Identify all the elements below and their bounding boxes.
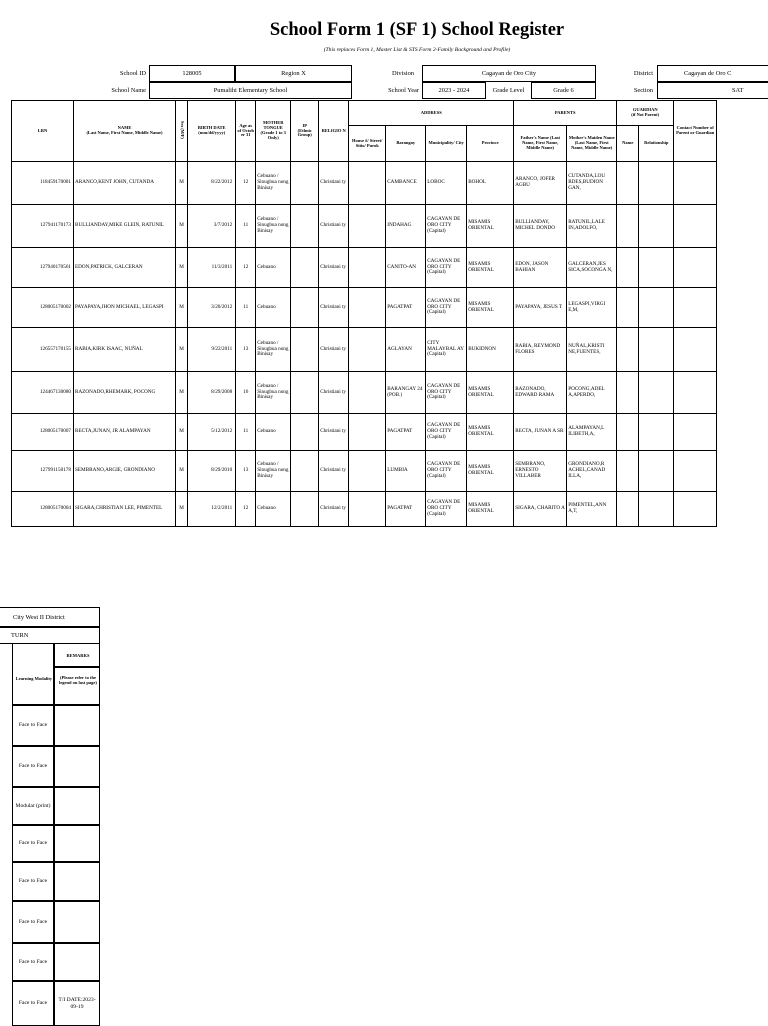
cell-father: SIGARA, CHARITO A [514, 492, 567, 527]
cell-father: RECTA, JUNAN A SR [514, 414, 567, 451]
school-year-value: 2023 - 2024 [422, 82, 486, 99]
cell-sex: M [176, 205, 188, 248]
cell-contact [674, 162, 717, 205]
table-row [12, 372, 717, 414]
remarks-sub-header [54, 667, 100, 705]
region-value: Region X [235, 65, 352, 82]
school-name-label: School Name [111, 87, 146, 94]
header-name-title: NAME [117, 125, 132, 131]
header-birth [188, 101, 236, 162]
cell-contact [674, 414, 717, 451]
cell-municipality: CAGAYAN DE ORO CITY (Capital) [426, 288, 467, 328]
cell-ip [291, 492, 319, 527]
cell-mother-tongue: Cebuano / Sinugbua nong Binisay [256, 328, 291, 372]
header-relationship: Relationship [639, 126, 674, 162]
learning-modality-cell: Face to Face [12, 981, 54, 1026]
header-ip-title: IP [302, 122, 307, 128]
cell-sex: M [176, 288, 188, 328]
remarks-cell [54, 862, 100, 901]
cell-guardian-name [617, 492, 639, 527]
cell-province: MISAMIS ORIENTAL [467, 288, 514, 328]
remarks-cell [54, 705, 100, 746]
cell-barangay: CAMBANCE [386, 162, 426, 205]
table-row [12, 248, 717, 288]
cell-guardian-name [617, 328, 639, 372]
cell-name: SIGARA,CHRISTIAN LEE, PIMENTEL [74, 492, 176, 527]
cell-religion: Christiani ty [319, 248, 349, 288]
district-value: Cagayan de Oro C [657, 65, 768, 82]
cell-relationship [639, 492, 674, 527]
remarks-cell [54, 787, 100, 825]
register-body [12, 162, 717, 527]
cell-contact [674, 451, 717, 492]
cell-religion: Christiani ty [319, 205, 349, 248]
cell-house [349, 288, 386, 328]
cell-birth: 3/7/2012 [188, 205, 236, 248]
cell-mother-tongue: Cebuano [256, 248, 291, 288]
cell-province: MISAMIS ORIENTAL [467, 372, 514, 414]
cell-father: RAZONADO, EDWARD RAMA [514, 372, 567, 414]
remarks-label: REMARKS [66, 653, 90, 658]
cell-sex: M [176, 162, 188, 205]
learning-modality-cell: Modular (print) [12, 787, 54, 825]
header-guardian-sub: (if Not Parent) [631, 112, 660, 117]
cell-mother-tongue: Cebuano / Sinugbua nong Binisay [256, 162, 291, 205]
cell-relationship [639, 372, 674, 414]
cell-house [349, 414, 386, 451]
cell-ip [291, 451, 319, 492]
cell-religion: Christiani ty [319, 372, 349, 414]
remarks-cell [54, 825, 100, 862]
form-subtitle: (This replaces Form 1, Master List & STS Form 2-Family Background and Profile) [323, 47, 511, 53]
turn-box: TURN [0, 627, 100, 644]
cell-barangay: CANITO-AN [386, 248, 426, 288]
cell-age: 12 [236, 248, 256, 288]
cell-birth: 11/3/2011 [188, 248, 236, 288]
header-ip-sub: (Ethnic Group) [297, 127, 312, 138]
cell-contact [674, 248, 717, 288]
cell-name: RECTA,JUNAN, JR ALAMPAYAN [74, 414, 176, 451]
cell-father: EDON, JASON BAHIAN [514, 248, 567, 288]
form-title: School Form 1 (SF 1) School Register [269, 20, 565, 40]
cell-father: SEMBRANO, ERNESTO VILLABER [514, 451, 567, 492]
cell-guardian-name [617, 205, 639, 248]
cell-age: 11 [236, 288, 256, 328]
cell-relationship [639, 288, 674, 328]
cell-province: MISAMIS ORIENTAL [467, 248, 514, 288]
cell-province: MISAMIS ORIENTAL [467, 414, 514, 451]
cell-relationship [639, 162, 674, 205]
learning-modality-cell: Face to Face [12, 943, 54, 981]
cell-birth: 8/22/2012 [188, 162, 236, 205]
cell-barangay: PAGATPAT [386, 288, 426, 328]
cell-birth: 9/22/2011 [188, 328, 236, 372]
cell-mother: POCONG,ADEL A,APERDO, [567, 372, 617, 414]
header-mother-tongue-title: MOTHER TONGUE [262, 120, 284, 131]
cell-lrn: 127991150178 [12, 451, 74, 492]
cell-age: 11 [236, 205, 256, 248]
cell-age: 12 [236, 492, 256, 527]
table-row [12, 492, 717, 527]
header-name-sub: (Last Name, First Name, Middle Name) [86, 130, 163, 135]
cell-contact [674, 205, 717, 248]
cell-religion: Christiani ty [319, 451, 349, 492]
school-name-value: Pumalihi Elementary School [149, 82, 352, 99]
cell-lrn: 128005170007 [12, 414, 74, 451]
cell-ip [291, 248, 319, 288]
cell-province: BUKIDNON [467, 328, 514, 372]
cell-barangay: PAGATPAT [386, 492, 426, 527]
cell-municipality: CAGAYAN DE ORO CITY (Capital) [426, 205, 467, 248]
cell-birth: 3/20/2012 [188, 288, 236, 328]
cell-relationship [639, 248, 674, 288]
cell-municipality: CAGAYAN DE ORO CITY (Capital) [426, 451, 467, 492]
division-label: Division [391, 70, 414, 77]
header-mother: Mother's Maiden Name (Last Name, First Name, Middle Name) [567, 126, 617, 162]
cell-father: ARANCO, JOFER AGBU [514, 162, 567, 205]
district-label: District [633, 70, 653, 77]
cell-mother: RATUNIL,LALE IN,ADOLFO, [567, 205, 617, 248]
school-id-label: School ID [119, 70, 146, 77]
header-guardian-title: GUARDIAN [632, 107, 658, 113]
cell-name: SEMBRANO,ARGIE, GRONDIANO [74, 451, 176, 492]
cell-house [349, 205, 386, 248]
remarks-cell [54, 901, 100, 943]
cell-mother: CUTANDA,LOU RDES,BUDION GAN, [567, 162, 617, 205]
header-contact: Contact Number of Parent or Guardian [674, 101, 717, 162]
cell-relationship [639, 451, 674, 492]
cell-lrn: 128005170002 [12, 288, 74, 328]
cell-mother-tongue: Cebuano [256, 414, 291, 451]
cell-municipality: CAGAYAN DE ORO CITY (Capital) [426, 372, 467, 414]
cell-guardian-name [617, 248, 639, 288]
remarks-cell [54, 746, 100, 787]
cell-municipality: CAGAYAN DE ORO CITY (Capital) [426, 492, 467, 527]
header-religion: RELIGIO N [319, 101, 349, 162]
cell-birth: 8/29/2008 [188, 372, 236, 414]
cell-mother: NUÑAL,KRISTI NE,FUENTES, [567, 328, 617, 372]
cell-age: 11 [236, 414, 256, 451]
cell-sex: M [176, 414, 188, 451]
header-name [74, 101, 176, 162]
learning-modality-cell: Face to Face [12, 746, 54, 787]
cell-age: 12 [236, 162, 256, 205]
learning-modality-cell: Face to Face [12, 825, 54, 862]
school-id-value: 128005 [149, 65, 235, 82]
cell-mother: GALCERAN,JES SICA,SOCONGA N, [567, 248, 617, 288]
cell-lrn: 126557170155 [12, 328, 74, 372]
cell-contact [674, 288, 717, 328]
table-row [12, 328, 717, 372]
cell-ip [291, 162, 319, 205]
header-parents: PARENTS [514, 101, 617, 126]
cell-guardian-name [617, 372, 639, 414]
cell-municipality: CAGAYAN DE ORO CITY (Capital) [426, 248, 467, 288]
header-guardian [617, 101, 674, 126]
table-row [12, 451, 717, 492]
cell-barangay: LUMBIA [386, 451, 426, 492]
cell-name: RAZONADO,RHEMARK, POCONG [74, 372, 176, 414]
table-row [12, 205, 717, 248]
cell-mother-tongue: Cebuano / Sinugbua nong Binisay [256, 451, 291, 492]
cell-contact [674, 372, 717, 414]
cell-municipality: CITY MALAYBAL AY (Capital) [426, 328, 467, 372]
cell-religion: Christiani ty [319, 288, 349, 328]
section-value: SAT [657, 82, 768, 99]
cell-name: BULLIANDAY,MIKE GLEIN, RATUNIL [74, 205, 176, 248]
cell-sex: M [176, 248, 188, 288]
header-birth-sub: (mm/dd/yyyy) [198, 130, 226, 135]
cell-house [349, 451, 386, 492]
cell-house [349, 492, 386, 527]
cell-house [349, 248, 386, 288]
cell-name: RABIA,KIRK ISAAC, NUÑAL [74, 328, 176, 372]
cell-barangay: INDAHAG [386, 205, 426, 248]
cell-municipality: LOBOC [426, 162, 467, 205]
cell-house [349, 328, 386, 372]
cell-contact [674, 328, 717, 372]
header-ip [291, 101, 319, 162]
cell-relationship [639, 205, 674, 248]
cell-mother-tongue: Cebuano [256, 288, 291, 328]
remarks-cell [54, 943, 100, 981]
cell-guardian-name [617, 451, 639, 492]
cell-mother-tongue: Cebuano [256, 492, 291, 527]
table-row [12, 414, 717, 451]
cell-guardian-name [617, 288, 639, 328]
cell-ip [291, 372, 319, 414]
cell-lrn: 127940170561 [12, 248, 74, 288]
cell-province: MISAMIS ORIENTAL [467, 205, 514, 248]
table-row [12, 288, 717, 328]
cell-lrn: 128005170004 [12, 492, 74, 527]
cell-province: MISAMIS ORIENTAL [467, 492, 514, 527]
cell-mother: GRONDIANO,R ACHEL,CANAD ILLA, [567, 451, 617, 492]
cell-mother: ALAMPAYAN,L ILIBETH,A, [567, 414, 617, 451]
cell-religion: Christiani ty [319, 328, 349, 372]
header-father: Father's Name (Last Name, First Name, Middle Name) [514, 126, 567, 162]
cell-birth: 5/12/2012 [188, 414, 236, 451]
cell-guardian-name [617, 414, 639, 451]
cell-barangay: PAGATPAT [386, 414, 426, 451]
cell-mother: LEGASPI,VIRGI E,M, [567, 288, 617, 328]
cell-relationship [639, 328, 674, 372]
remarks-cell: T/I DATE:2023-09-19 [54, 981, 100, 1026]
header-guardian-name: Name [617, 126, 639, 162]
cell-lrn: 124467130080 [12, 372, 74, 414]
cell-lrn: 118459170001 [12, 162, 74, 205]
remarks-header [54, 643, 100, 667]
cell-age: 13 [236, 451, 256, 492]
cell-guardian-name [617, 162, 639, 205]
cell-province: MISAMIS ORIENTAL [467, 451, 514, 492]
header-lrn: LRN [12, 101, 74, 162]
cell-birth: 8/29/2010 [188, 451, 236, 492]
header-mother-tongue [256, 101, 291, 162]
school-year-label: School Year [388, 87, 419, 94]
cell-father: RABIA, REYMOND FLORES [514, 328, 567, 372]
cell-ip [291, 328, 319, 372]
cell-house [349, 162, 386, 205]
header-sex [176, 101, 188, 162]
cell-ip [291, 414, 319, 451]
cell-house [349, 372, 386, 414]
cell-name: PAYAPAYA,JHON MICHAEL, LEGASPI [74, 288, 176, 328]
cell-birth: 12/2/2011 [188, 492, 236, 527]
section-label: Section [633, 87, 653, 94]
grade-level-value: Grade 6 [531, 82, 596, 99]
cell-religion: Christiani ty [319, 414, 349, 451]
learning-modality-label: Learning Modality [15, 676, 53, 681]
header-address: ADDRESS [349, 101, 514, 126]
cell-mother: PIMENTEL,ANN A,T, [567, 492, 617, 527]
cell-father: PAYAPAYA, JESUS T [514, 288, 567, 328]
header-barangay: Barangay [386, 126, 426, 162]
cell-ip [291, 205, 319, 248]
cell-barangay: AGLAYAN [386, 328, 426, 372]
cell-relationship [639, 414, 674, 451]
header-municipality: Municipality/ City [426, 126, 467, 162]
cell-municipality: CAGAYAN DE ORO CITY (Capital) [426, 414, 467, 451]
cell-sex: M [176, 451, 188, 492]
remarks-sub-label: (Please refer to the legend on last page) [59, 675, 97, 685]
cell-barangay: BARANGAY 24 (POB.) [386, 372, 426, 414]
learning-modality-cell: Face to Face [12, 901, 54, 943]
header-sex-text: Sex (M/F) [179, 121, 185, 139]
cell-sex: M [176, 372, 188, 414]
cell-contact [674, 492, 717, 527]
cell-age: 16 [236, 372, 256, 414]
header-province: Province [467, 126, 514, 162]
cell-father: BULLIANDAY, MICHEL DONDO [514, 205, 567, 248]
cell-mother-tongue: Cebuano / Sinugbua nong Binisay [256, 205, 291, 248]
header-house: House #/ Street/ Sitio/ Purok [349, 126, 386, 162]
header-birth-title: BIRTH DATE [197, 125, 226, 131]
header-age: Age as of Octob er 31 [236, 101, 256, 162]
learning-modality-header [12, 643, 54, 705]
cell-religion: Christiani ty [319, 492, 349, 527]
cell-sex: M [176, 328, 188, 372]
division-value: Cagayan de Oro City [422, 65, 596, 82]
grade-level-label: Grade Level [492, 87, 525, 94]
header-mother-tongue-sub: (Grade 1 to 3 Only) [260, 130, 286, 140]
cell-mother-tongue: Cebuano / Sinugbua nong Binisay [256, 372, 291, 414]
cell-name: EDON,PATRICK, GALCERAN [74, 248, 176, 288]
table-row [12, 162, 717, 205]
cell-sex: M [176, 492, 188, 527]
cell-age: 13 [236, 328, 256, 372]
register-table [11, 100, 717, 527]
cell-lrn: 127941170173 [12, 205, 74, 248]
cell-name: ARANCO,KENT JOHN, CUTANDA [74, 162, 176, 205]
learning-modality-cell: Face to Face [12, 705, 54, 746]
cell-province: BOHOL [467, 162, 514, 205]
learning-modality-cell: Face to Face [12, 862, 54, 901]
cell-ip [291, 288, 319, 328]
district-box: City West II District [0, 607, 100, 627]
cell-religion: Christiani ty [319, 162, 349, 205]
